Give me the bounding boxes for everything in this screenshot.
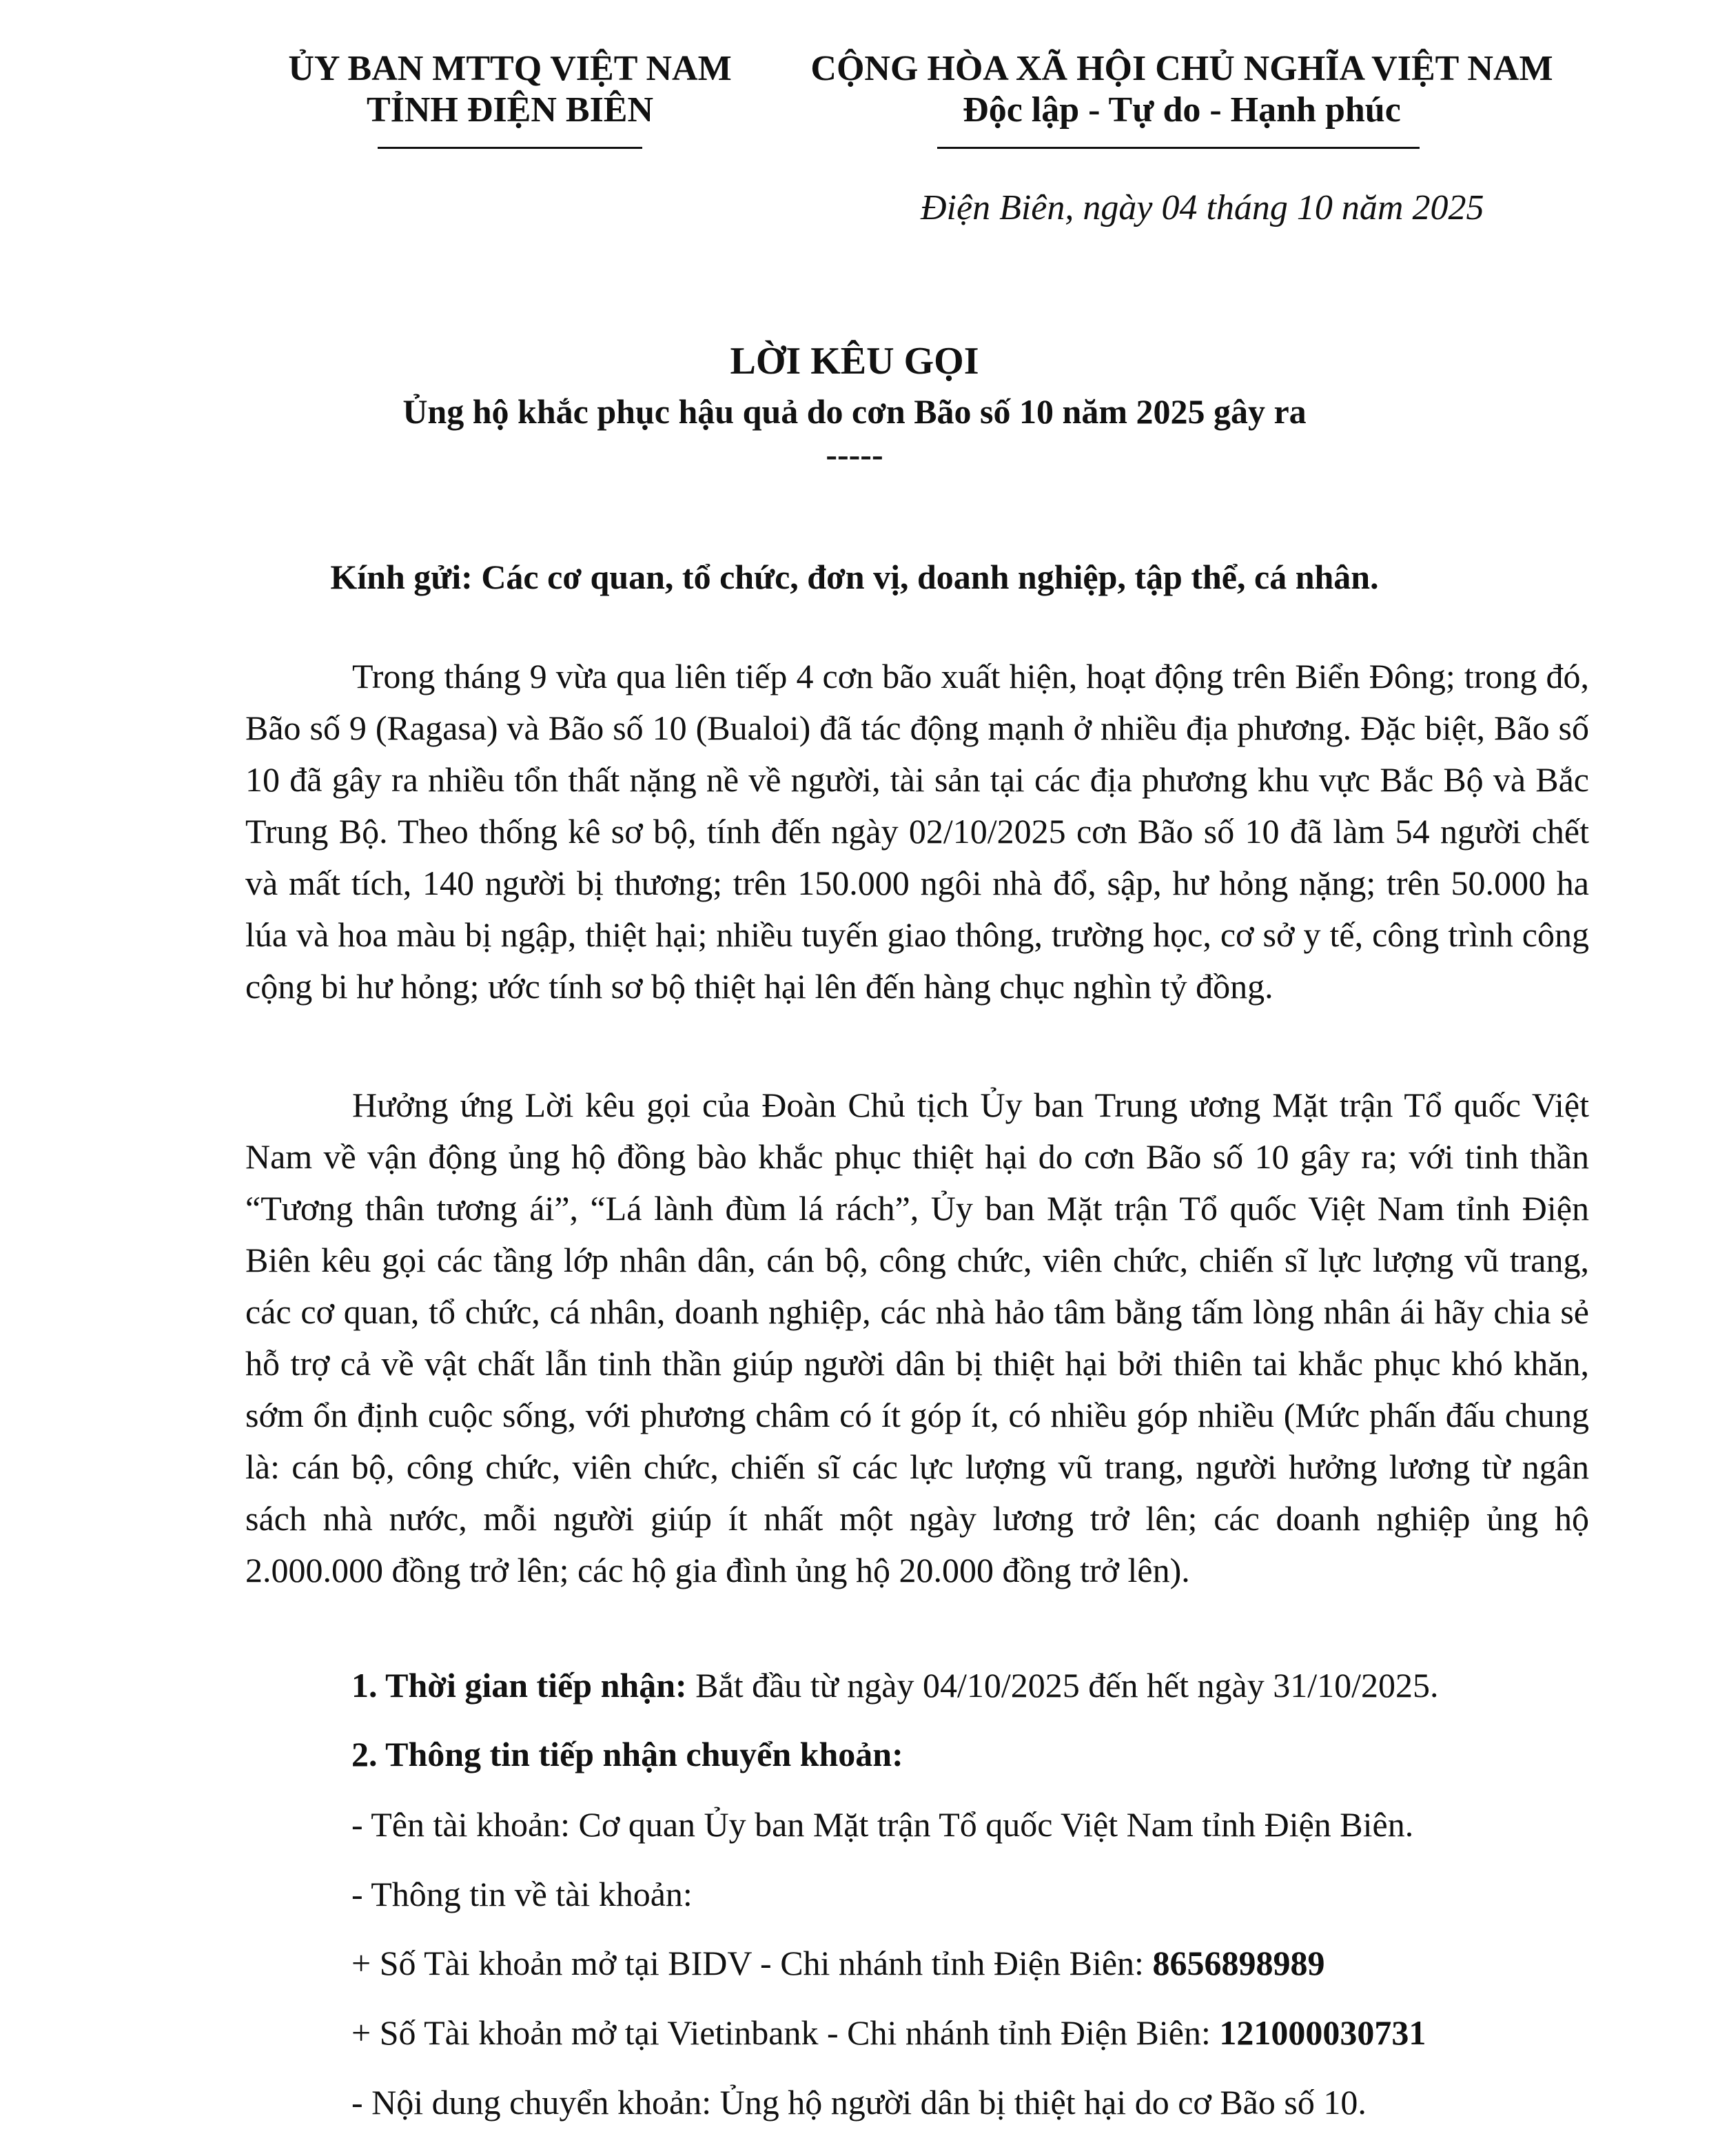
vietinbank-account-text: + Số Tài khoản mở tại Vietinbank - Chi nhánh tỉnh Điện Biên: — [351, 2013, 1220, 2052]
bidv-account — [351, 1942, 1324, 1984]
section-1-reception-time — [351, 1665, 1439, 1706]
account-info-label: - Thông tin về tài khoản: — [351, 1875, 693, 1913]
paragraph-1: Trong tháng 9 vừa qua liên tiếp 4 cơn bão xuất hiện, hoạt động trên Biển Đông; trong đó, Bão số 9 (Ragasa) và Bão số 10 (Bualoi) đã tác động mạnh ở nhiều địa phương. Đặc biệt, Bão số 10 đã gây ra nhiều tổn thất nặng nề về người, tài sản tại các địa phương khu vực Bắc Bộ và Bắc Trung Bộ. Theo thống kê sơ bộ, tính đến ngày 02/10/2025 cơn Bão số 10 đã làm 54 người chết và mất tích, 140 người bị thương; trên 150.000 ngôi nhà đổ, sập, hư hỏng nặng; trên 50.000 ha lúa và hoa màu bị ngập, thiệt hại; nhiều tuyến giao thông, trường học, cơ sở y tế, công trình công cộng bi hư hỏng; ước tính sơ bộ thiệt hại lên đến hàng chục nghìn tỷ đồng. — [245, 657, 1589, 1006]
header-right-underline — [937, 147, 1420, 149]
vietinbank-account — [351, 2012, 1426, 2053]
bidv-account-text: + Số Tài khoản mở tại BIDV - Chi nhánh tỉnh Điện Biên: — [351, 1944, 1153, 1982]
bidv-account-number: 8656898989 — [1152, 1944, 1325, 1982]
section-2-label: 2. Thông tin tiếp nhận chuyển khoản: — [351, 1735, 903, 1773]
org-province: TỈNH ĐIỆN BIÊN — [366, 90, 654, 130]
header-left — [248, 48, 772, 131]
header-right — [779, 48, 1585, 131]
org-name: ỦY BAN MTTQ VIỆT NAM — [288, 49, 732, 88]
section-1-text: Bắt đầu từ ngày 04/10/2025 đến hết ngày 31/10/2025. — [686, 1666, 1439, 1705]
account-name: - Tên tài khoản: Cơ quan Ủy ban Mặt trận Tổ quốc Việt Nam tỉnh Điện Biên. — [351, 1805, 1414, 1844]
national-motto: Độc lập - Tự do - Hạnh phúc — [963, 90, 1401, 130]
country-name: CỘNG HÒA XÃ HỘI CHỦ NGHĨA VIỆT NAM — [810, 49, 1553, 88]
header-left-underline — [378, 147, 642, 149]
transfer-content: - Nội dung chuyển khoản: Ủng hộ người dân bị thiệt hại do cơ Bão số 10. — [351, 2083, 1367, 2122]
vietinbank-account-number: 121000030731 — [1219, 2013, 1426, 2052]
document-subtitle: Ủng hộ khắc phục hậu quả do cơn Bão số 10 năm 2025 gây ra — [402, 392, 1307, 431]
document-title: LỜI KÊU GỌI — [730, 340, 979, 383]
title-separator: ----- — [826, 435, 883, 474]
date-line: Điện Biên, ngày 04 tháng 10 năm 2025 — [921, 188, 1484, 227]
section-1-label: 1. Thời gian tiếp nhận: — [351, 1666, 687, 1705]
recipient-line: Kính gửi: Các cơ quan, tổ chức, đơn vị, doanh nghiệp, tập thể, cá nhân. — [330, 558, 1379, 596]
paragraph-2: Hưởng ứng Lời kêu gọi của Đoàn Chủ tịch Ủy ban Trung ương Mặt trận Tổ quốc Việt Nam về vận động ủng hộ đồng bào khắc phục thiệt hại do cơn Bão số 10 gây ra; với tinh thần “Tương thân tương ái”, “Lá lành đùm lá rách”, Ủy ban Mặt trận Tổ quốc Việt Nam tỉnh Điện Biên kêu gọi các tầng lớp nhân dân, cán bộ, công chức, viên chức, chiến sĩ lực lượng vũ trang, các cơ quan, tổ chức, cá nhân, doanh nghiệp, các nhà hảo tâm bằng tấm lòng nhân ái hãy chia sẻ hỗ trợ cả về vật chất lẫn tinh thần giúp người dân bị thiệt hại bởi thiên tai khắc phục khó khăn, sớm ổn định cuộc sống, với phương châm có ít góp ít, có nhiều góp nhiều (Mức phấn đấu chung là: cán bộ, công chức, viên chức, chiến sĩ các lực lượng vũ trang, người hưởng lương từ ngân sách nhà nước, mỗi người giúp ít nhất một ngày lương trở lên; các doanh nghiệp ủng hộ 2.000.000 đồng trở lên; các hộ gia đình ủng hộ 20.000 đồng trở lên). — [245, 1086, 1589, 1589]
